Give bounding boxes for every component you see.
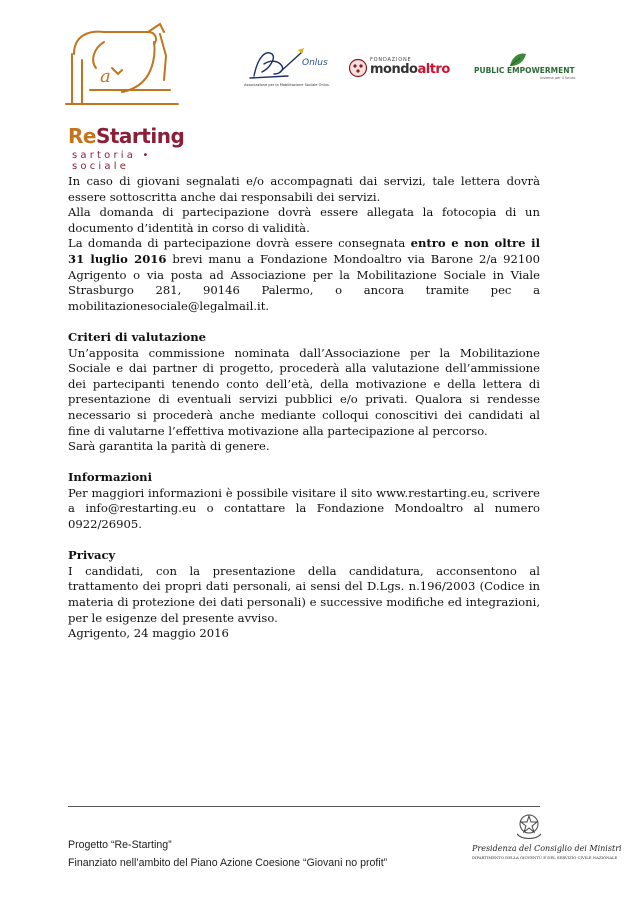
- deadline-text: entro e non oltre il 31 luglio 2016: [68, 236, 540, 266]
- public-empowerment-wordmark: PUBLIC EMPOWERMENT: [474, 66, 575, 75]
- partner-logo-public-empowerment: [474, 52, 594, 84]
- paragraph-consegna: La domanda di partecipazione dovrà essere consegnata entro e non oltre il 31 luglio 2016 brevi manu a Fondazione Mondoaltro via Barone 2/a 92100 Agrigento o via posta ad Associazione per la Mobilitazione Sociale in Viale Strasburgo 281, 90146 Palermo, o ancora tramite pec a mobilitazionesociale@legalmail.it.: [68, 236, 540, 313]
- svg-text:a: a: [100, 66, 111, 87]
- heading-privacy: Privacy: [68, 548, 116, 563]
- paragraph-criteri: Un’apposita commissione nominata dall’Associazione per la Mobilitazione Sociale e dai partner di progetto, procederà alla valutazione dell’ammissione dei partecipanti tenendo conto dell’età, della motivazione e della lettera di presentazione di eventuali servizi pubblici e/o privati. Qualora si rendesse necessario si procederà anche mediante colloqui conoscitivi dei candidati al fine di valutarne l’effettiva motivazione alla partecipazione al percorso.: [68, 345, 540, 438]
- seal-department: DIPARTIMENTO DELLA GIOVENTÙ E DEL SERVIZIO CIVILE NAZIONALE: [472, 855, 618, 860]
- artist-figure-logo-icon: [244, 46, 308, 82]
- paragraph-documento: Alla domanda di partecipazione dovrà essere allegata la fotocopia di un documento d’identità in corso di validità.: [68, 205, 540, 235]
- page-footer: [68, 836, 408, 872]
- paragraph-informazioni: Per maggiori informazioni è possibile visitare il sito www.restarting.eu, scrivere a info@restarting.eu o contattare la Fondazione Mondoaltro al numero 0922/26905.: [68, 485, 540, 532]
- onlus-wordmark: Onlus: [302, 58, 328, 68]
- mondoaltro-wordmark: mondoaltro: [370, 62, 450, 77]
- government-seal: [468, 808, 622, 866]
- mondoaltro-globe-icon: [348, 58, 368, 78]
- paragraph-privacy: I candidati, con la presentazione della candidatura, acconsentono al trattamento dei propri dati personali, ai sensi del D.Lgs. n.196/2003 (Codice in materia di protezione dei dati personali) e successive modifiche ed integrazioni, per le esigenze del presente avviso.: [68, 563, 540, 625]
- paragraph-lettera: In caso di giovani segnalati e/o accompagnati dai servizi, tale lettera dovrà essere sottoscritta anche dai responsabili dei servizi.: [68, 174, 540, 204]
- mondoaltro-small: FONDAZIONE: [370, 57, 412, 63]
- partner-logo-mondoaltro: [348, 56, 456, 80]
- footer-divider: [68, 806, 540, 807]
- seal-title: Presidenza del Consiglio dei Ministri: [472, 844, 622, 853]
- italian-republic-emblem-icon: [514, 810, 544, 842]
- heading-informazioni: Informazioni: [68, 470, 153, 485]
- heading-criteri: Criteri di valutazione: [68, 329, 207, 344]
- page-header: [0, 0, 638, 172]
- footer-project: Progetto “Re-Starting”: [68, 839, 172, 851]
- partner-logo-onlus: [244, 46, 342, 92]
- restarting-logo: [60, 20, 200, 172]
- brand-wordmark: ReStarting: [68, 124, 185, 148]
- document-date: Agrigento, 24 maggio 2016: [68, 626, 229, 641]
- public-empowerment-tagline: insieme per il futuro: [540, 76, 576, 80]
- paragraph-parita: Sarà garantita la parità di genere.: [68, 439, 270, 454]
- sewing-machine-logo-icon: [60, 20, 200, 124]
- footer-funding: Finanziato nell’ambito del Piano Azione Coesione “Giovani no profit”: [68, 857, 388, 869]
- document-body: [68, 174, 540, 642]
- brand-subtitle: sartoria • sociale: [72, 150, 152, 172]
- onlus-caption: Associazione per la Mobilitazione Sociale Onlus: [244, 83, 329, 87]
